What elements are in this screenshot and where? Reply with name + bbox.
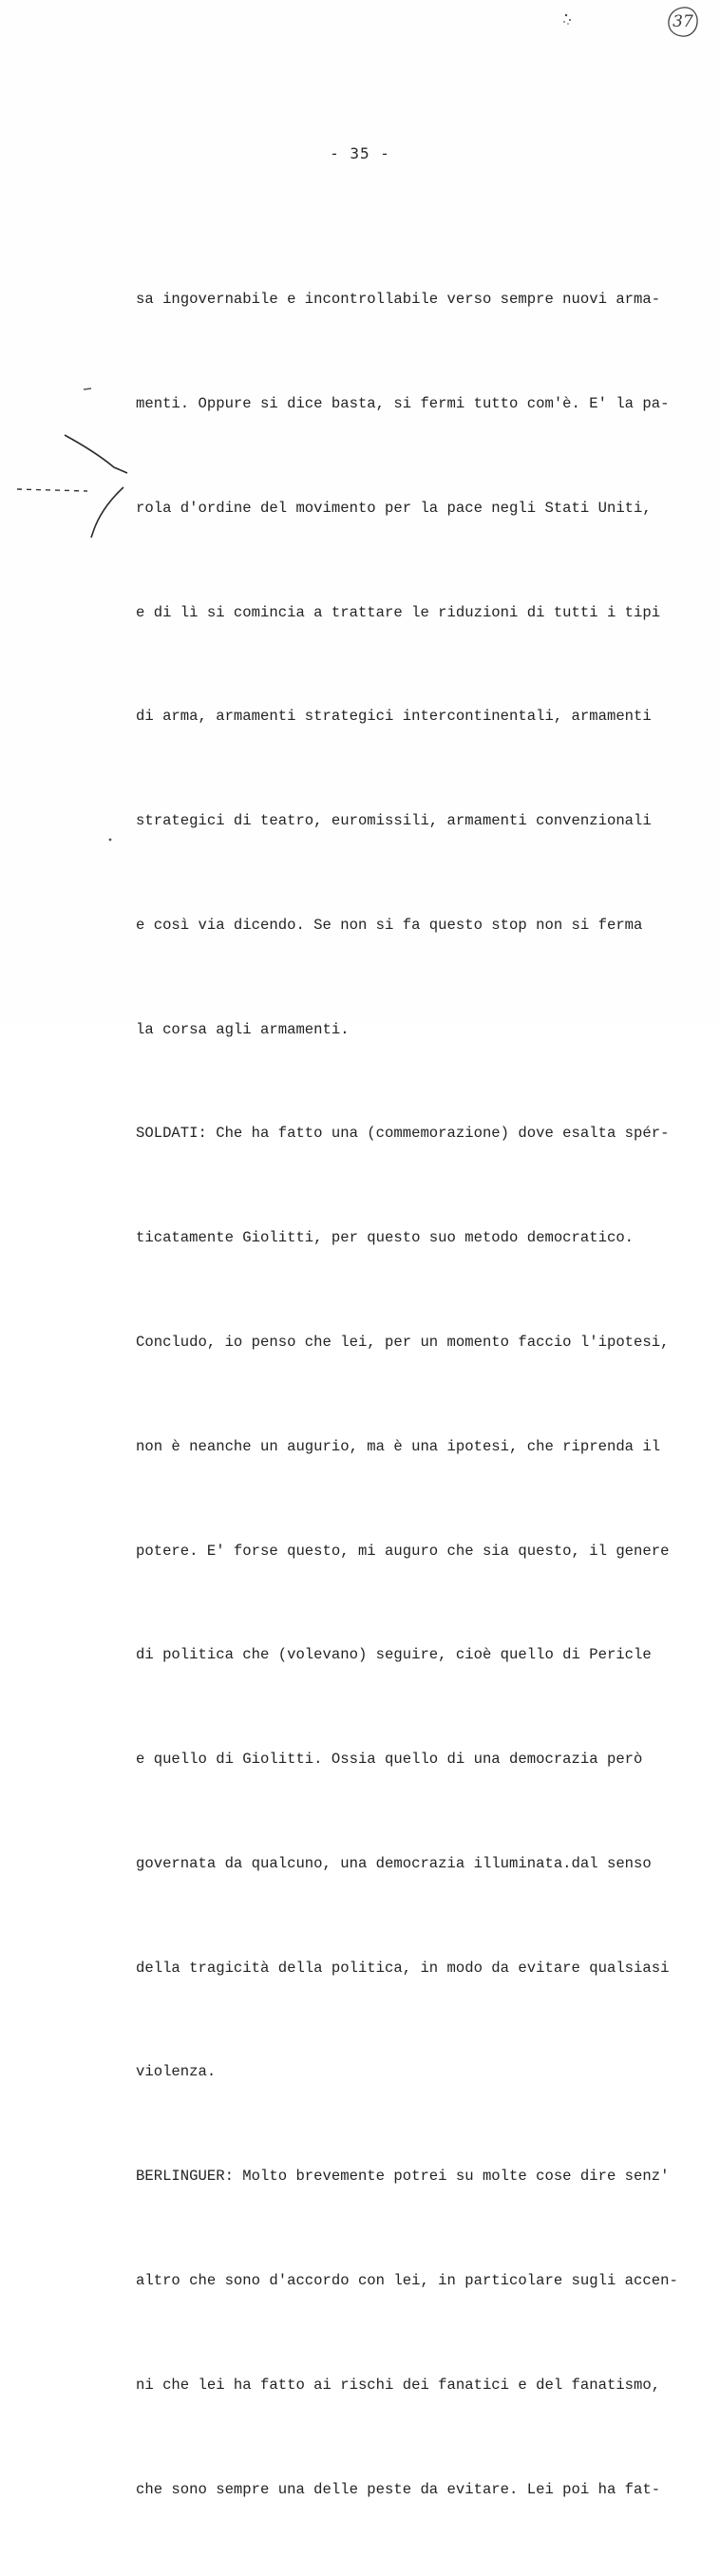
text-line: governata da qualcuno, una democrazia illuminata.dal senso — [136, 1854, 652, 1872]
dash-mark-top — [84, 388, 91, 389]
speaker-line-berlinguer: BERLINGUER: Molto brevemente potrei su molte cose dire senz' — [136, 2168, 670, 2186]
bracket-mark-upper — [65, 435, 127, 473]
text-line: ticatamente Giolitti, per questo suo metodo democratico. — [136, 1229, 635, 1247]
text-line: della tragicità della politica, in modo da evitare qualsiasi — [136, 1959, 670, 1977]
handwritten-marks — [0, 0, 720, 1026]
archive-stamp-number: 37 — [673, 12, 693, 31]
text-line: non è neanche un augurio, ma è una ipotesi, che riprenda il — [136, 1437, 661, 1455]
text-line: e così via dicendo. Se non si fa questo stop non si ferma — [136, 916, 643, 934]
text-line: e quello di Giolitti. Ossia quello di una democrazia però — [136, 1751, 643, 1769]
speaker-line-soldati: SOLDATI: Che ha fatto una (commemorazione) dove esalta spér- — [136, 1125, 670, 1143]
text-line: e di lì si comincia a trattare le riduzioni di tutti i tipi — [136, 603, 661, 621]
page-number: - 35 - — [330, 144, 390, 162]
bracket-mark-lower — [91, 487, 123, 538]
text-line: che sono sempre una delle peste da evitare. Lei poi ha fat- — [136, 2480, 661, 2498]
text-line: di politica che (volevano) seguire, cioè quello di Pericle — [136, 1646, 652, 1664]
text-line: altro che sono d'accordo con lei, in particolare sugli accen- — [136, 2272, 678, 2290]
bullet-speck — [109, 839, 112, 842]
text-line: sa ingovernabile e incontrollabile verso sempre nuovi arma- — [136, 291, 661, 309]
text-line: violenza. — [136, 2063, 217, 2081]
dashed-margin-line — [17, 489, 87, 491]
text-line: menti. Oppure si dice basta, si fermi tutto com'è. E' la pa- — [136, 394, 670, 412]
text-line: di arma, armamenti strategici intercontinentali, armamenti — [136, 708, 652, 726]
text-line: rola d'ordine del movimento per la pace negli Stati Uniti, — [136, 499, 652, 517]
text-line: ni che lei ha fatto ai rischi dei fanatici e del fanatismo, — [136, 2376, 661, 2394]
text-line: potere. E' forse questo, mi auguro che sia questo, il genere — [136, 1542, 670, 1560]
text-line: la corsa agli armamenti. — [136, 1020, 350, 1038]
text-line: strategici di teatro, euromissili, armamenti convenzionali — [136, 812, 652, 830]
text-line: Concludo, io penso che lei, per un momento faccio l'ipotesi, — [136, 1334, 670, 1351]
